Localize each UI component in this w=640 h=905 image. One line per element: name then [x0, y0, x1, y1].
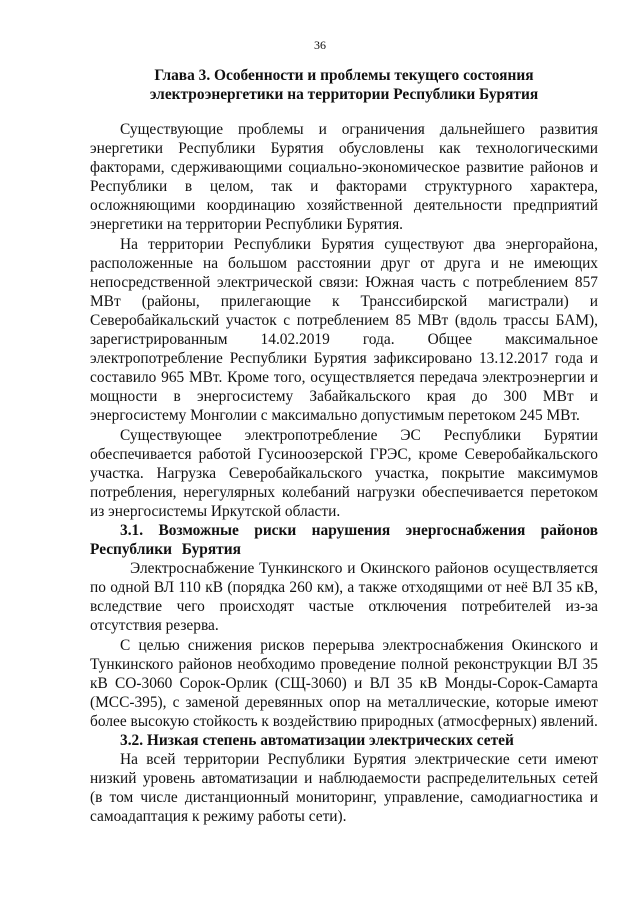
paragraph-tunka-oka-supply: Электроснабжение Тункинского и Окинского районов осуществляется по одной ВЛ 110 кВ (порядка 260 км), а также отходящими от неё ВЛ 35 кВ, вследствие чего происходят частые отключения потребителей из-за отсутствия резерва.: [90, 560, 598, 635]
chapter-title-line-1: Глава 3. Особенности и проблемы текущего состояния: [154, 67, 534, 84]
paragraph-energy-regions: На территории Республики Бурятия существуют два энергорайона, расположенные на большом расстоянии друг от друга и не имеющих непосредственной электрической связи: Южная часть с потреблением 857 МВт (районы, прилегающие к Транссибирской магистрали) и Северобайкальский участок с потреблением 85 МВт (вдоль трассы БАМ), зарегистрированным 14.02.2019 года. Общее максимальное электропотребление Республики Бурятия зафиксировано 13.12.2017 года и составило 965 МВт. Кроме того, осуществляется передача электроэнергии и мощности в энергосистему Забайкальского края до 300 МВт и энергосистему Монголии с максимально допустимым перетоком 245 МВт.: [90, 235, 598, 425]
paragraph-consumption-supply: Существующее электропотребление ЭС Республики Бурятии обеспечивается работой Гусиноозерской ГРЭС, кроме Северобайкальского участка. Нагрузка Северобайкальского участка, покрытие максимумов потребления, нерегулярных колебаний нагрузки обеспечивается перетоком из энергосистемы Иркутской области.: [90, 426, 598, 520]
paragraph-problems-overview: Существующие проблемы и ограничения дальнейшего развития энергетики Республики Бурятия обусловлены как технологическими факторами, сдерживающими социально-экономическое развитие районов и Республики в целом, так и факторами структурного характера, осложняющими координацию хозяйственной деятельности предприятий энергетики на территории Республики Бурятия.: [90, 121, 598, 234]
chapter-title-line-2: электроэнергетики на территории Республики Бурятия: [149, 86, 539, 103]
document-body: [90, 120, 598, 826]
paragraph-reconstruction: С целью снижения рисков перерыва электроснабжения Окинского и Тункинского районов необходимо проведение полной реконструкции ВЛ 35 кВ СО-3060 Сорок-Орлик (СЩ-3060) и ВЛ 35 кВ Монды-Сорок-Самарта (МСС-395), с заменой деревянных опор на металлические, которые имеют более высокую стойкость к воздействию природных (атмосферных) явлений.: [90, 636, 598, 730]
section-heading-3-2: 3.2. Низкая степень автоматизации электрических сетей: [120, 732, 514, 749]
page-number: 36: [314, 38, 326, 52]
chapter-title: [90, 66, 598, 104]
paragraph-automation-level: На всей территории Республики Бурятия электрические сети имеют низкий уровень автоматизации и наблюдаемости распределительных сетей (в том числе дистанционный мониторинг, управление, самодиагностика и самоадаптация к режиму работы сети).: [90, 751, 598, 826]
section-heading-3-1: 3.1. Возможные риски нарушения энергоснабжения районов Республики Бурятия: [90, 521, 598, 559]
